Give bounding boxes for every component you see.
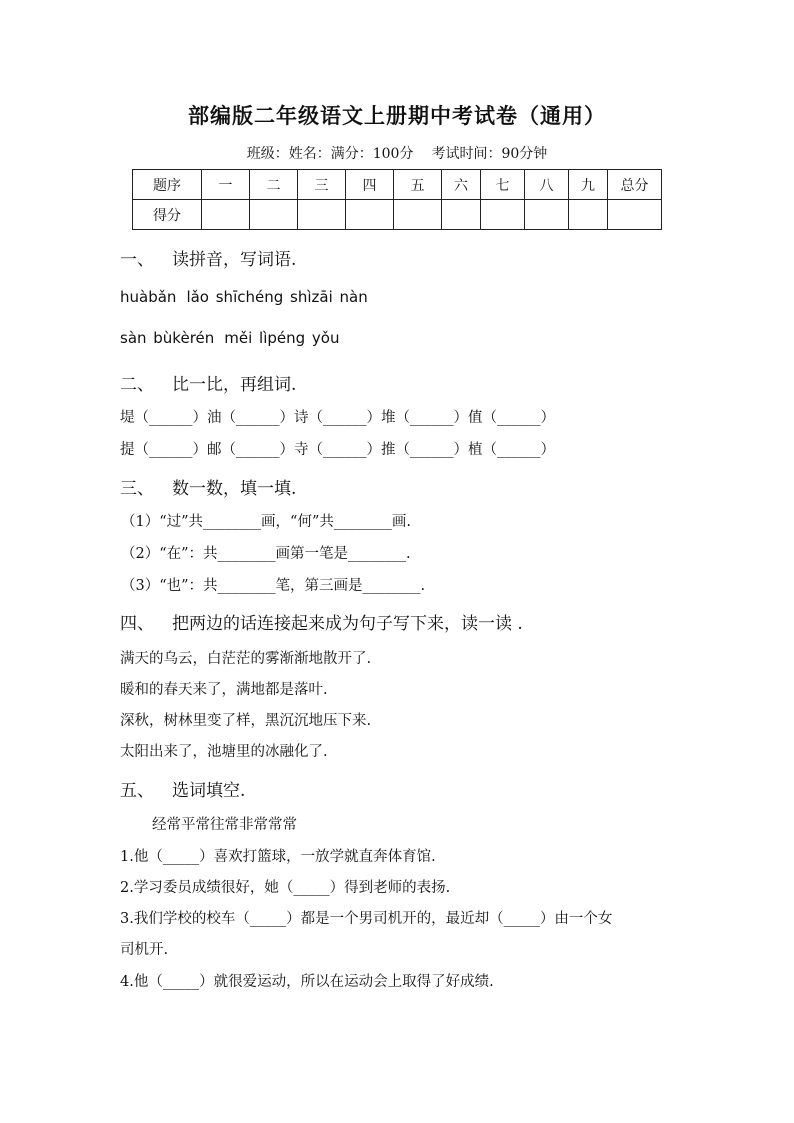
score-cell: 总分 xyxy=(608,170,662,200)
class-name-info: 班级：姓名：满分：100分 xyxy=(246,146,414,162)
section-4-heading xyxy=(120,609,523,634)
score-table xyxy=(132,169,662,230)
section-number: 五、 xyxy=(120,781,154,801)
sentence-item: 太阳出来了，池塘里的冰融化了. xyxy=(120,744,328,760)
score-cell: 九 xyxy=(569,170,608,200)
section-1-heading xyxy=(120,245,296,270)
section-title: 选词填空. xyxy=(172,781,246,801)
section-number: 四、 xyxy=(120,614,154,634)
score-table-score-row xyxy=(133,200,662,230)
section-title: 读拼音，写词语. xyxy=(172,250,297,270)
exam-time-info: 考试时间：90分钟 xyxy=(431,146,548,162)
sentence-item: 暖和的春天来了，满地都是落叶. xyxy=(120,682,328,698)
compare-row: 提（______）邮（______）寺（______）推（______）植（______） xyxy=(120,442,555,458)
score-input-cell[interactable] xyxy=(481,200,525,230)
sentence-item: 满天的乌云，白茫茫的雾渐渐地散开了. xyxy=(120,651,372,667)
section-number: 二、 xyxy=(120,375,154,395)
score-cell: 五 xyxy=(394,170,442,200)
section-2-heading xyxy=(120,370,296,395)
pinyin-line xyxy=(120,329,339,347)
question-item: （3）“也”：共________笔，第三画是________. xyxy=(121,578,426,594)
pinyin-word: sàn bùkèrén xyxy=(120,329,215,347)
fill-item: 3.我们学校的校车（_____）都是一个男司机开的，最近却（_____）由一个女 xyxy=(120,911,613,927)
score-input-cell[interactable] xyxy=(569,200,608,230)
fill-item: 4.他（_____）就很爱运动，所以在运动会上取得了好成绩. xyxy=(120,974,494,990)
score-cell: 六 xyxy=(442,170,481,200)
section-title: 数一数，填一填. xyxy=(172,479,297,499)
question-item: （2）“在”：共________画第一笔是________. xyxy=(121,546,411,562)
section-3-heading xyxy=(120,474,296,499)
section-number: 三、 xyxy=(120,479,154,499)
score-cell: 四 xyxy=(346,170,394,200)
score-cell: 一 xyxy=(202,170,250,200)
word-bank: 经常平常往常非常常常 xyxy=(152,817,297,833)
section-5-heading xyxy=(120,776,245,801)
score-input-cell[interactable] xyxy=(525,200,569,230)
fill-item-continuation: 司机开. xyxy=(120,942,169,958)
exam-info xyxy=(0,143,794,163)
section-title: 把两边的话连接起来成为句子写下来，读一读 . xyxy=(172,614,523,634)
score-input-cell[interactable] xyxy=(250,200,298,230)
page-title: 部编版二年级语文上册期中考试卷（通用） xyxy=(188,103,606,128)
pinyin-word: lǎo shīchéng shìzāi nàn xyxy=(186,288,368,306)
score-input-cell[interactable] xyxy=(394,200,442,230)
sentence-item: 深秋，树林里变了样，黑沉沉地压下来. xyxy=(120,713,372,729)
fill-item: 2.学习委员成绩很好，她（_____）得到老师的表扬. xyxy=(120,880,451,896)
score-input-cell[interactable] xyxy=(442,200,481,230)
compare-row: 堤（______）油（______）诗（______）堆（______）值（______） xyxy=(120,410,555,426)
score-cell: 七 xyxy=(481,170,525,200)
score-cell: 得分 xyxy=(133,200,202,230)
section-title: 比一比，再组词. xyxy=(172,375,297,395)
score-input-cell[interactable] xyxy=(608,200,662,230)
section-number: 一、 xyxy=(120,250,154,270)
score-input-cell[interactable] xyxy=(346,200,394,230)
score-input-cell[interactable] xyxy=(202,200,250,230)
score-input-cell[interactable] xyxy=(298,200,346,230)
question-item: （1）“过”共________画，“何”共________画. xyxy=(121,514,411,530)
pinyin-word: huàbǎn xyxy=(120,288,177,306)
score-cell: 二 xyxy=(250,170,298,200)
score-table-header-row xyxy=(133,170,662,200)
fill-item: 1.他（_____）喜欢打篮球，一放学就直奔体育馆. xyxy=(120,849,436,865)
score-cell: 题序 xyxy=(133,170,202,200)
pinyin-line xyxy=(120,288,368,306)
score-cell: 八 xyxy=(525,170,569,200)
score-cell: 三 xyxy=(298,170,346,200)
pinyin-word: měi lìpéng yǒu xyxy=(224,329,340,347)
